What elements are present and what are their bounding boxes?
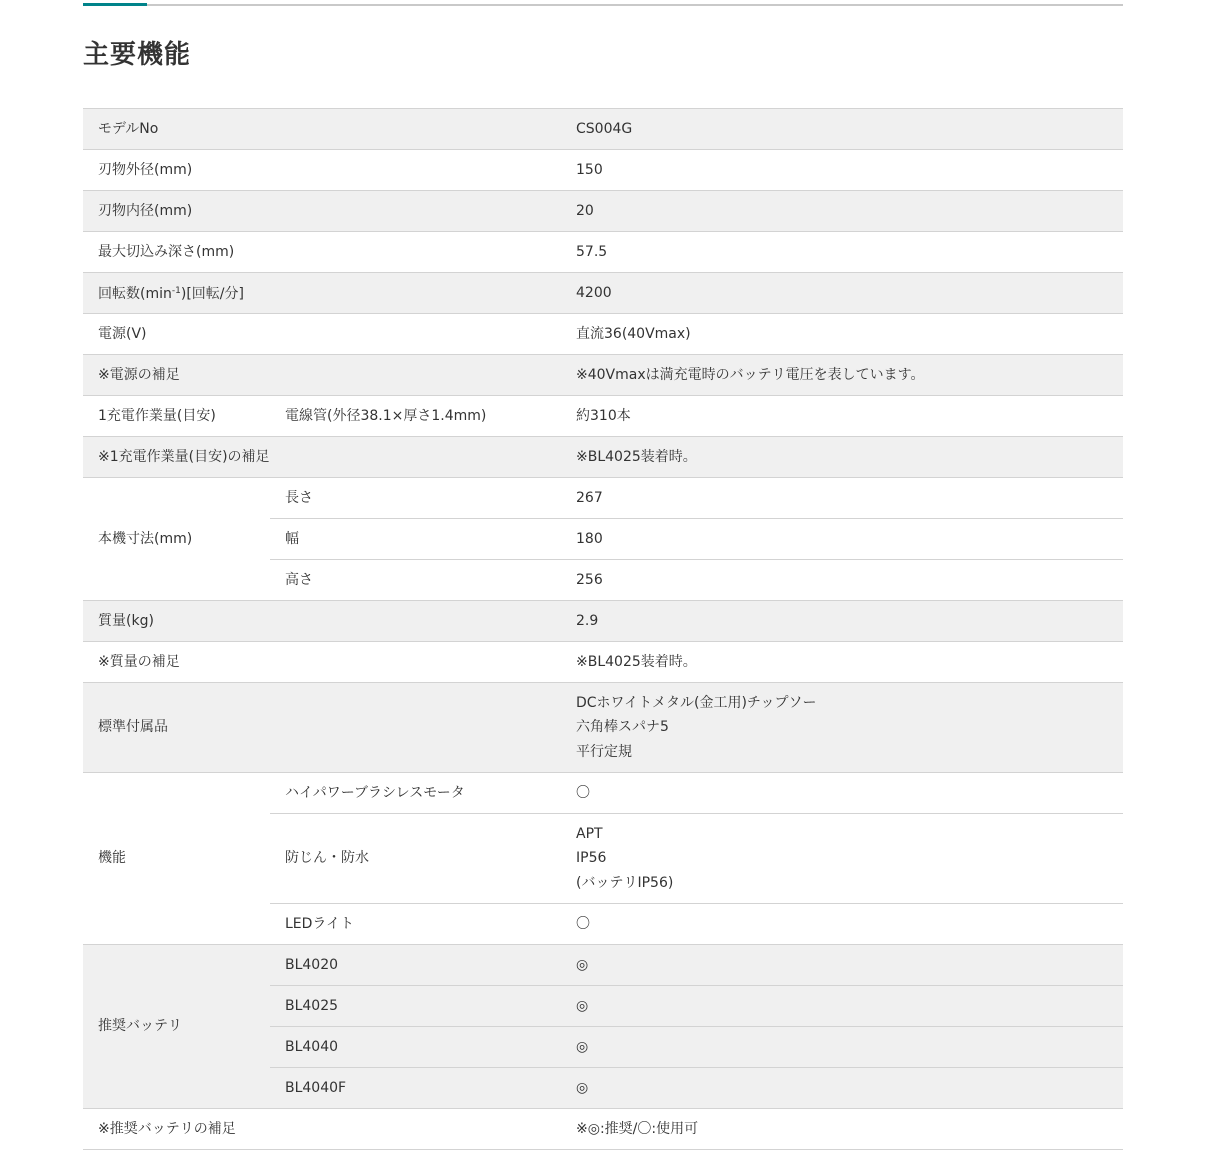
spec-row-battery-bl4020 xyxy=(83,945,1123,986)
rpm-label-sup: -1 xyxy=(171,286,181,297)
spec-row-dims-length xyxy=(83,478,1123,519)
section-top-rule xyxy=(83,4,1123,6)
spec-label: 電源(V) xyxy=(83,314,576,355)
spec-row-work-note xyxy=(83,437,1123,478)
spec-value: 57.5 xyxy=(576,232,1123,273)
feature-value-line: IP56 xyxy=(576,850,607,867)
spec-row-max-depth xyxy=(83,232,1123,273)
spec-sublabel: BL4040F xyxy=(270,1068,576,1109)
spec-value: ◎ xyxy=(576,1068,1123,1109)
accessory-item: 平行定規 xyxy=(576,743,632,760)
spec-row-rpm xyxy=(83,273,1123,314)
accessory-item: 六角棒スパナ5 xyxy=(576,719,669,736)
spec-value: 直流36(40Vmax) xyxy=(576,314,1123,355)
spec-label: ※電源の補足 xyxy=(83,355,576,396)
spec-label: ※1充電作業量(目安)の補足 xyxy=(83,437,576,478)
spec-label: 刃物外径(mm) xyxy=(83,150,576,191)
spec-sublabel: 防じん・防水 xyxy=(270,814,576,904)
spec-label: 機能 xyxy=(83,773,270,945)
spec-sublabel: BL4020 xyxy=(270,945,576,986)
spec-label: ※質量の補足 xyxy=(83,642,576,683)
spec-row-mass-note xyxy=(83,642,1123,683)
spec-value xyxy=(576,683,1123,773)
spec-sublabel: 高さ xyxy=(270,560,576,601)
spec-value: 〇 xyxy=(576,773,1123,814)
spec-sublabel: 電線管(外径38.1×厚さ1.4mm) xyxy=(270,396,576,437)
spec-value: ◎ xyxy=(576,945,1123,986)
spec-row-power-note xyxy=(83,355,1123,396)
spec-sublabel: BL4040 xyxy=(270,1027,576,1068)
section-accent-bar xyxy=(83,3,147,6)
spec-value: 約310本 xyxy=(576,396,1123,437)
spec-value xyxy=(576,814,1123,904)
spec-row-battery-note xyxy=(83,1109,1123,1150)
spec-sublabel: 幅 xyxy=(270,519,576,560)
spec-value: 4200 xyxy=(576,273,1123,314)
accessory-item: DCホワイトメタル(金工用)チップソー xyxy=(576,694,817,711)
spec-table xyxy=(83,108,1123,1150)
spec-row-blade-od xyxy=(83,150,1123,191)
spec-label: 1充電作業量(目安) xyxy=(83,396,270,437)
spec-label: 本機寸法(mm) xyxy=(83,478,270,601)
spec-value: CS004G xyxy=(576,109,1123,150)
feature-value-line: APT xyxy=(576,825,603,842)
spec-value: 150 xyxy=(576,150,1123,191)
spec-value: ※◎:推奨/〇:使用可 xyxy=(576,1109,1123,1150)
spec-sublabel: 長さ xyxy=(270,478,576,519)
spec-value: ※BL4025装着時。 xyxy=(576,642,1123,683)
spec-sublabel: LEDライト xyxy=(270,904,576,945)
spec-label: 刃物内径(mm) xyxy=(83,191,576,232)
spec-value: ◎ xyxy=(576,986,1123,1027)
spec-value: 〇 xyxy=(576,904,1123,945)
spec-row-blade-id xyxy=(83,191,1123,232)
rpm-label-post: )[回転/分] xyxy=(180,286,244,303)
spec-row-model xyxy=(83,109,1123,150)
spec-label: ※推奨バッテリの補足 xyxy=(83,1109,576,1150)
spec-value: 20 xyxy=(576,191,1123,232)
feature-value-line: (バッテリIP56) xyxy=(576,874,674,891)
spec-value: ※40Vmaxは満充電時のバッテリ電圧を表しています。 xyxy=(576,355,1123,396)
spec-label xyxy=(83,273,576,314)
spec-value: 180 xyxy=(576,519,1123,560)
page-title: 主要機能 xyxy=(83,40,192,70)
spec-row-power xyxy=(83,314,1123,355)
spec-row-accessories xyxy=(83,683,1123,773)
spec-value: ※BL4025装着時。 xyxy=(576,437,1123,478)
spec-value: 267 xyxy=(576,478,1123,519)
spec-row-mass xyxy=(83,601,1123,642)
spec-sublabel: BL4025 xyxy=(270,986,576,1027)
spec-value: 256 xyxy=(576,560,1123,601)
rpm-label-pre: 回転数(min xyxy=(98,286,172,303)
spec-row-work xyxy=(83,396,1123,437)
spec-label: 標準付属品 xyxy=(83,683,576,773)
spec-value: 2.9 xyxy=(576,601,1123,642)
spec-label: 質量(kg) xyxy=(83,601,576,642)
spec-label: 推奨バッテリ xyxy=(83,945,270,1109)
spec-label: 最大切込み深さ(mm) xyxy=(83,232,576,273)
spec-value: ◎ xyxy=(576,1027,1123,1068)
spec-label: モデルNo xyxy=(83,109,576,150)
spec-row-feature-motor xyxy=(83,773,1123,814)
spec-sublabel: ハイパワーブラシレスモータ xyxy=(270,773,576,814)
